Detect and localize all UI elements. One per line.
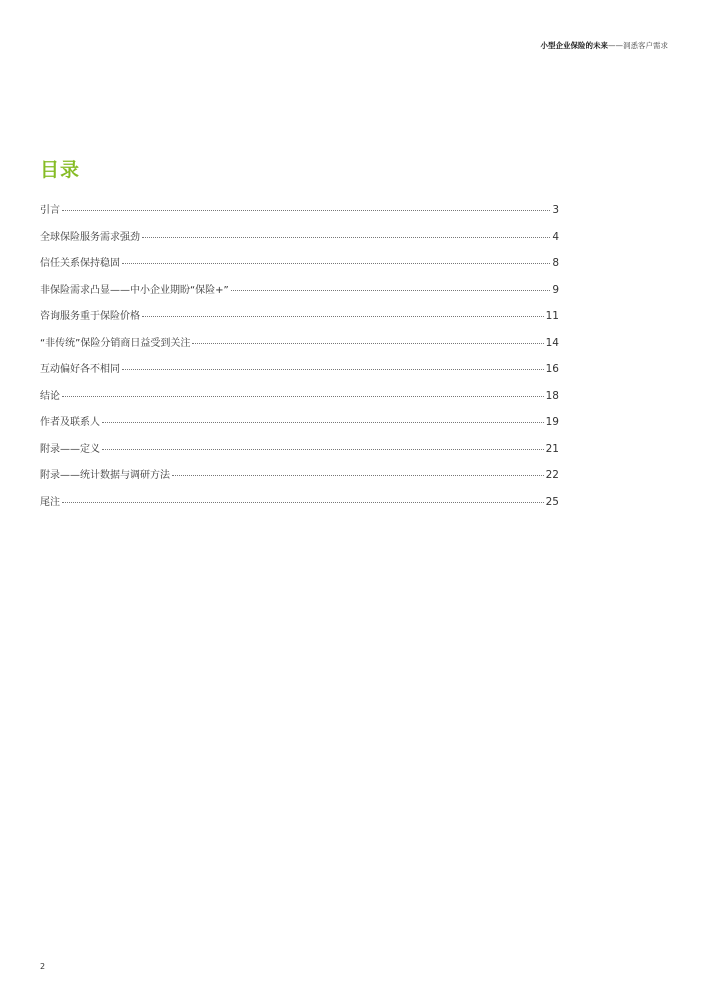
toc-entry-label: 咨询服务重于保险价格 [40, 311, 140, 322]
dot-leader [122, 263, 550, 264]
toc-entry-advisory[interactable] [40, 307, 559, 334]
header-title-bold: 小型企业保险的未来 [540, 41, 608, 50]
toc-entry-non-traditional-distributors[interactable] [40, 334, 559, 361]
running-header [541, 40, 669, 51]
toc-entry-label: “非传统”保险分销商日益受到关注 [40, 337, 191, 349]
dot-leader [142, 237, 550, 238]
toc-entry-label: 尾注 [40, 496, 60, 508]
toc-entry-interaction-preferences[interactable] [40, 360, 559, 387]
dot-leader [62, 502, 544, 503]
header-title-rest: ——洞悉客户需求 [608, 41, 668, 50]
dot-leader [192, 343, 543, 344]
dot-leader [102, 422, 544, 423]
dot-leader [122, 369, 544, 370]
toc-entry-page: 4 [552, 230, 559, 243]
table-of-contents [40, 201, 559, 519]
toc-entry-label: 信任关系保持稳固 [40, 258, 120, 269]
toc-entry-appendix-methodology[interactable] [40, 466, 559, 493]
toc-entry-page: 19 [545, 416, 559, 428]
toc-entry-page: 3 [552, 204, 559, 216]
toc-entry-global-demand[interactable] [40, 228, 559, 255]
toc-entry-label: 引言 [40, 205, 60, 216]
toc-entry-insurance-plus[interactable] [40, 281, 559, 308]
toc-entry-trust[interactable] [40, 254, 559, 281]
dot-leader [142, 316, 544, 317]
dot-leader [62, 210, 550, 211]
toc-entry-label: 附录——定义 [40, 443, 100, 455]
toc-entry-label: 作者及联系人 [40, 417, 100, 428]
toc-entry-page: 18 [545, 389, 559, 402]
toc-entry-label: 附录——统计数据与调研方法 [40, 470, 170, 481]
toc-entry-page: 11 [545, 310, 559, 322]
toc-entry-page: 25 [545, 495, 559, 508]
toc-entry-page: 22 [545, 469, 559, 481]
toc-entry-label: 结论 [40, 390, 60, 402]
dot-leader [231, 290, 551, 291]
toc-entry-label: 互动偏好各不相同 [40, 364, 120, 375]
toc-entry-page: 8 [552, 257, 559, 269]
toc-entry-appendix-definitions[interactable] [40, 440, 559, 467]
toc-entry-introduction[interactable] [40, 201, 559, 228]
toc-entry-authors-contacts[interactable] [40, 413, 559, 440]
toc-entry-page: 16 [545, 363, 559, 375]
toc-entry-page: 9 [552, 283, 559, 296]
dot-leader [62, 396, 544, 397]
toc-entry-page: 21 [545, 442, 559, 455]
dot-leader [102, 449, 544, 450]
dot-leader [172, 475, 544, 476]
toc-entry-conclusion[interactable] [40, 387, 559, 414]
page-number: 2 [40, 962, 46, 971]
toc-entry-endnotes[interactable] [40, 493, 559, 520]
toc-heading: 目录 [40, 159, 81, 181]
toc-entry-label: 非保险需求凸显——中小企业期盼“保险+” [40, 284, 229, 296]
toc-entry-label: 全球保险服务需求强劲 [40, 231, 140, 243]
toc-entry-page: 14 [545, 336, 559, 349]
